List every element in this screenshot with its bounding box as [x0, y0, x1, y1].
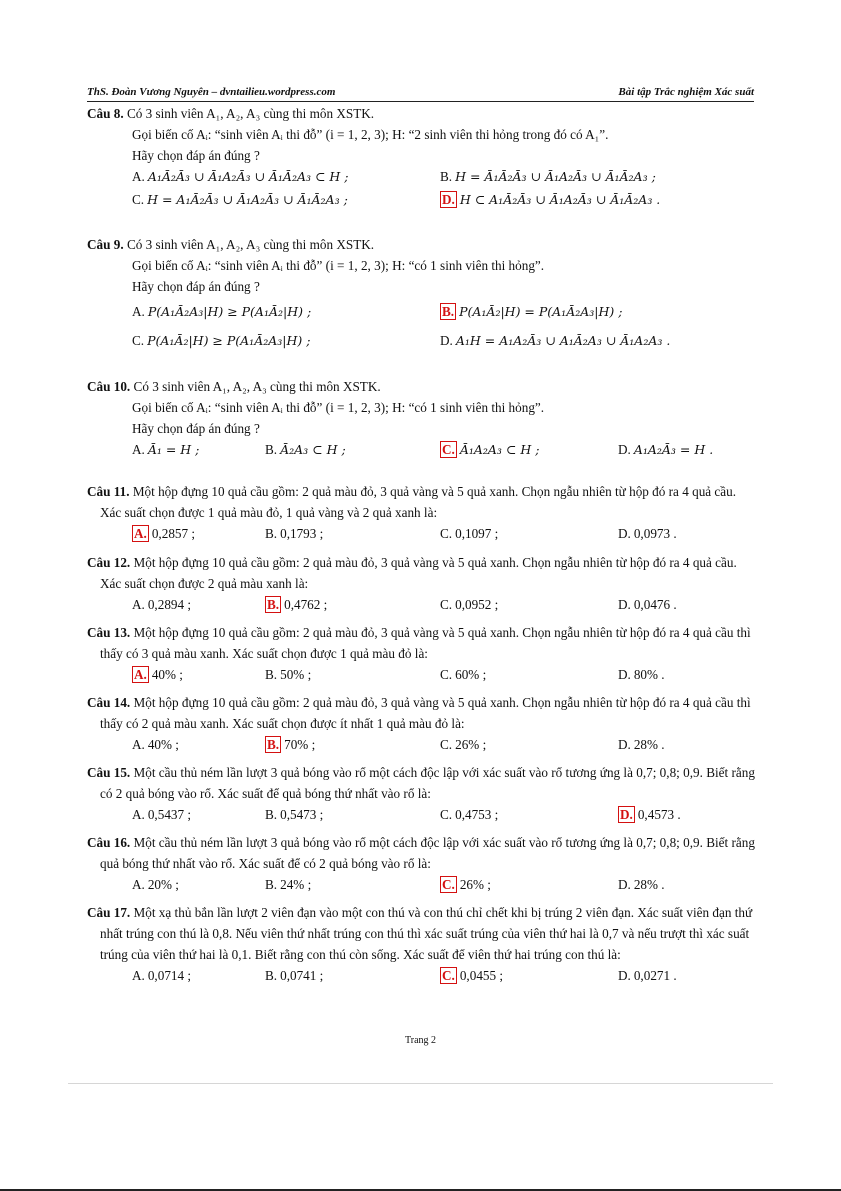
q8-options-row1 — [87, 166, 757, 189]
q16-stem — [87, 832, 757, 874]
q13-option-b-text: 50% ; — [280, 667, 312, 682]
question-17 — [87, 902, 757, 986]
q11-answer-mark: A. — [134, 526, 147, 541]
q13-stem — [87, 622, 757, 664]
q14-option-a-text: 40% ; — [147, 737, 179, 752]
q16-option-b-text: 24% ; — [280, 877, 312, 892]
q10-option-c-text: Ā₁A₂A₃ ⊂ H ; — [459, 442, 540, 457]
q17-option-a-text: 0,0714 ; — [147, 968, 192, 983]
q11-option-d-text: 0,0973 . — [633, 526, 677, 541]
q9-option-c-text: P(A₁Ā₂|H) ≥ P(A₁Ā₂A₃|H) ; — [147, 333, 311, 348]
q12-options — [87, 594, 757, 615]
q16-option-a[interactable]: A. 20% ; — [132, 877, 179, 892]
q10-option-b-text: Ā₂A₃ ⊂ H ; — [280, 442, 346, 457]
q15-answer-mark: D. — [620, 807, 633, 822]
q14-number: Câu 14. — [87, 695, 131, 710]
q11-number: Câu 11. — [87, 484, 130, 499]
q9-option-a[interactable]: A. P(A₁Ā₂A₃|H) ≥ P(A₁Ā₂|H) ; — [132, 304, 312, 319]
q9-stem — [87, 234, 757, 255]
header-author: ThS. Đoàn Vương Nguyên – dvntailieu.wordpress.com — [87, 86, 336, 98]
q16-option-c[interactable] — [440, 874, 491, 895]
q8-option-b[interactable]: B. H = Ā₁Ā₂Ā₃ ∪ Ā₁A₂Ā₃ ∪ Ā₁Ā₂A₃ ; — [440, 169, 656, 184]
q16-number: Câu 16. — [87, 835, 131, 850]
q14-answer-mark: B. — [267, 737, 280, 752]
q15-option-a[interactable]: A. 0,5437 ; — [132, 807, 192, 822]
q17-number: Câu 17. — [87, 905, 131, 920]
q8-option-b-text: H = Ā₁Ā₂Ā₃ ∪ Ā₁A₂Ā₃ ∪ Ā₁Ā₂A₃ ; — [455, 169, 656, 184]
q9-options-row2 — [87, 326, 757, 355]
q13-option-a[interactable] — [132, 664, 183, 685]
question-16 — [87, 832, 757, 895]
q17-answer-mark: C. — [442, 968, 455, 983]
q10-option-d[interactable]: D. A₁A₂Ā₃ = H . — [618, 442, 714, 457]
q8-option-a[interactable]: A. A₁Ā₂Ā₃ ∪ Ā₁A₂Ā₃ ∪ Ā₁Ā₂A₃ ⊂ H ; — [132, 169, 349, 184]
q12-option-b-text: 0,4762 ; — [284, 597, 328, 612]
q14-option-b[interactable] — [265, 734, 315, 755]
q15-option-b[interactable]: B. 0,5473 ; — [265, 807, 324, 822]
q12-option-d-text: 0,0476 . — [633, 597, 677, 612]
q17-option-b[interactable]: B. 0,0741 ; — [265, 968, 324, 983]
q14-option-b-text: 70% ; — [284, 737, 316, 752]
q13-options — [87, 664, 757, 685]
q10-option-a-text: Ā₁ = H ; — [147, 442, 200, 457]
q8-answer-mark: D. — [442, 192, 455, 207]
q16-option-d-text: 28% . — [633, 877, 665, 892]
q10-option-c[interactable] — [440, 439, 539, 460]
q11-option-c-text: 0,1097 ; — [455, 526, 499, 541]
q8-options-row2 — [87, 189, 757, 212]
q10-line3: Hãy chọn đáp án đúng ? — [132, 421, 260, 436]
header-title: Bài tập Trắc nghiệm Xác suất — [618, 86, 754, 98]
q10-option-a[interactable]: A. Ā₁ = H ; — [132, 442, 200, 457]
q16-answer-mark: C. — [442, 877, 455, 892]
q10-stem-text: Có 3 sinh viên A₁, A₂, A₃ cùng thi môn XSTK. — [133, 379, 381, 394]
q8-option-c-text: H = A₁Ā₂Ā₃ ∪ Ā₁A₂Ā₃ ∪ Ā₁Ā₂A₃ ; — [147, 192, 348, 207]
question-11 — [87, 481, 757, 544]
q12-answer-mark: B. — [267, 597, 280, 612]
q13-number: Câu 13. — [87, 625, 131, 640]
q8-option-a-text: A₁Ā₂Ā₃ ∪ Ā₁A₂Ā₃ ∪ Ā₁Ā₂A₃ ⊂ H ; — [147, 169, 349, 184]
q11-option-d[interactable]: D. 0,0973 . — [618, 526, 677, 541]
question-10 — [87, 376, 757, 462]
q13-option-b[interactable]: B. 50% ; — [265, 667, 312, 682]
q17-options — [87, 965, 757, 986]
q15-stem — [87, 762, 757, 804]
q11-options — [87, 523, 757, 544]
q14-option-c-text: 26% ; — [455, 737, 487, 752]
q10-option-b[interactable]: B. Ā₂A₃ ⊂ H ; — [265, 442, 346, 457]
q12-option-d[interactable]: D. 0,0476 . — [618, 597, 677, 612]
q16-option-b[interactable]: B. 24% ; — [265, 877, 312, 892]
q13-option-d-text: 80% . — [633, 667, 665, 682]
q15-stem-text: Một cầu thủ ném lần lượt 3 quả bóng vào rổ một cách độc lập với xác suất vào rổ tương ứng là 0,7; 0,8; 0,9. Biết rằng có 2 quả bóng vào rổ. Xác suất để quả bóng thứ nhất vào rổ là: — [100, 765, 755, 801]
q15-option-d[interactable] — [618, 804, 681, 825]
q14-option-a[interactable]: A. 40% ; — [132, 737, 179, 752]
q8-option-d[interactable] — [440, 189, 660, 210]
q10-answer-mark: C. — [442, 442, 455, 457]
q13-option-c[interactable]: C. 60% ; — [440, 667, 487, 682]
q13-stem-text: Một hộp đựng 10 quả cầu gồm: 2 quả màu đỏ, 3 quả vàng và 5 quả xanh. Chọn ngẫu nhiên từ hộp đó ra 4 quả cầu thì thấy có 3 quả màu xanh. Xác suất chọn được 1 quả màu đỏ là: — [100, 625, 751, 661]
q8-option-d-text: H ⊂ A₁Ā₂Ā₃ ∪ Ā₁A₂Ā₃ ∪ Ā₁Ā₂A₃ . — [459, 192, 661, 207]
q11-option-a-text: 0,2857 ; — [151, 526, 196, 541]
q12-stem — [87, 552, 757, 594]
q9-answer-mark: B. — [442, 304, 455, 319]
q9-option-c[interactable]: C. P(A₁Ā₂|H) ≥ P(A₁Ā₂A₃|H) ; — [132, 333, 311, 348]
q8-stem — [87, 103, 757, 124]
q17-stem — [87, 902, 757, 965]
q9-options-row1 — [87, 297, 757, 326]
q15-option-c[interactable]: C. 0,4753 ; — [440, 807, 499, 822]
q12-option-c[interactable]: C. 0,0952 ; — [440, 597, 499, 612]
q9-line3: Hãy chọn đáp án đúng ? — [132, 279, 260, 294]
q11-option-b-text: 0,1793 ; — [280, 526, 324, 541]
q12-option-b[interactable] — [265, 594, 327, 615]
q10-stem — [87, 376, 757, 397]
q8-option-c[interactable]: C. H = A₁Ā₂Ā₃ ∪ Ā₁A₂Ā₃ ∪ Ā₁Ā₂A₃ ; — [132, 192, 348, 207]
q9-option-b-text: P(A₁Ā₂|H) = P(A₁Ā₂A₃|H) ; — [459, 304, 623, 319]
q10-line2: Gọi biến cố Aᵢ: “sinh viên Aᵢ thi đỗ” (i = 1, 2, 3); H: “có 1 sinh viên thi hỏng”. — [132, 400, 545, 415]
q16-stem-text: Một cầu thủ ném lần lượt 3 quả bóng vào rổ một cách độc lập với xác suất vào rổ tương ứng là 0,7; 0,8; 0,9. Biết rằng quả bóng thứ nhất vào rổ. Xác suất để có 2 quả bóng vào rổ là: — [100, 835, 755, 871]
question-12 — [87, 552, 757, 615]
question-15 — [87, 762, 757, 825]
q11-stem — [87, 481, 757, 523]
q9-number: Câu 9. — [87, 237, 124, 252]
q13-option-c-text: 60% ; — [455, 667, 487, 682]
q11-option-a[interactable] — [132, 523, 195, 544]
q12-stem-text: Một hộp đựng 10 quả cầu gồm: 2 quả màu đỏ, 3 quả vàng và 5 quả xanh. Chọn ngẫu nhiên từ hộp đó ra 4 quả cầu. Xác suất chọn được 2 quả màu xanh là: — [100, 555, 737, 591]
q12-number: Câu 12. — [87, 555, 131, 570]
q12-option-c-text: 0,0952 ; — [455, 597, 499, 612]
q15-option-c-text: 0,4753 ; — [455, 807, 499, 822]
q17-stem-text: Một xạ thủ bắn lần lượt 2 viên đạn vào một con thú và con thú chỉ chết khi bị trúng 2 viên đạn. Xác suất viên đạn thứ nhất trúng con thú là 0,8. Nếu viên thứ nhất trúng con thú thì xác suất trúng của viên thứ hai là 0,7 và nếu trượt thì xác suất trúng của viên thứ hai là 0,1. Biết rằng con thú còn sống. Xác suất để viên thứ hai trúng con thú là: — [100, 905, 753, 962]
question-9 — [87, 234, 757, 355]
q11-option-c[interactable]: C. 0,1097 ; — [440, 526, 499, 541]
q14-option-c[interactable]: C. 26% ; — [440, 737, 487, 752]
q17-option-c-text: 0,0455 ; — [459, 968, 504, 983]
q11-stem-text: Một hộp đựng 10 quả cầu gồm: 2 quả màu đỏ, 3 quả vàng và 5 quả xanh. Chọn ngẫu nhiên từ hộp đó ra 4 quả cầu. Xác suất chọn được 1 quả màu đỏ, 1 quả vàng và 2 quả xanh là: — [100, 484, 737, 520]
q8-stem-text: Có 3 sinh viên A₁, A₂, A₃ cùng thi môn XSTK. — [126, 106, 375, 121]
page-number: Trang 2 — [404, 1035, 437, 1046]
q12-option-a-text: 0,2894 ; — [147, 597, 192, 612]
q9-option-b[interactable] — [440, 301, 622, 322]
q17-option-a[interactable]: A. 0,0714 ; — [132, 968, 192, 983]
q16-option-d[interactable]: D. 28% . — [618, 877, 665, 892]
q14-option-d-text: 28% . — [633, 737, 665, 752]
q17-option-d[interactable]: D. 0,0271 . — [618, 968, 677, 983]
q16-option-c-text: 26% ; — [459, 877, 491, 892]
q9-line2: Gọi biến cố Aᵢ: “sinh viên Aᵢ thi đỗ” (i = 1, 2, 3); H: “có 1 sinh viên thi hỏng”. — [132, 258, 545, 273]
q14-stem — [87, 692, 757, 734]
q16-option-a-text: 20% ; — [147, 877, 179, 892]
q14-options — [87, 734, 757, 755]
q13-answer-mark: A. — [134, 667, 147, 682]
q13-option-d[interactable]: D. 80% . — [618, 667, 665, 682]
footer-rule — [68, 1083, 773, 1084]
q14-stem-text: Một hộp đựng 10 quả cầu gồm: 2 quả màu đỏ, 3 quả vàng và 5 quả xanh. Chọn ngẫu nhiên từ hộp đó ra 4 quả cầu thì thấy có 2 quả màu xanh. Xác suất chọn được ít nhất 1 quả màu đỏ là: — [100, 695, 751, 731]
q15-number: Câu 15. — [87, 765, 131, 780]
q9-option-d[interactable]: D. A₁H = A₁A₂Ā₃ ∪ A₁Ā₂A₃ ∪ Ā₁A₂A₃ . — [440, 333, 671, 348]
q17-option-b-text: 0,0741 ; — [280, 968, 324, 983]
header-rule — [87, 101, 754, 102]
q8-line3: Hãy chọn đáp án đúng ? — [132, 148, 260, 163]
q17-option-c[interactable] — [440, 965, 503, 986]
q15-options — [87, 804, 757, 825]
q8-number: Câu 8. — [87, 106, 124, 121]
q9-stem-text: Có 3 sinh viên A₁, A₂, A₃ cùng thi môn XSTK. — [126, 237, 375, 252]
q16-options — [87, 874, 757, 895]
q15-option-a-text: 0,5437 ; — [147, 807, 192, 822]
q13-option-a-text: 40% ; — [151, 667, 183, 682]
q9-option-d-text: A₁H = A₁A₂Ā₃ ∪ A₁Ā₂A₃ ∪ Ā₁A₂A₃ . — [455, 333, 671, 348]
q15-option-b-text: 0,5473 ; — [280, 807, 324, 822]
q10-number: Câu 10. — [87, 379, 131, 394]
q9-option-a-text: P(A₁Ā₂A₃|H) ≥ P(A₁Ā₂|H) ; — [147, 304, 312, 319]
q11-option-b[interactable]: B. 0,1793 ; — [265, 526, 324, 541]
q14-option-d[interactable]: D. 28% . — [618, 737, 665, 752]
q10-options — [87, 439, 757, 462]
q12-option-a[interactable]: A. 0,2894 ; — [132, 597, 192, 612]
question-14 — [87, 692, 757, 755]
q15-option-d-text: 0,4573 . — [637, 807, 681, 822]
q17-option-d-text: 0,0271 . — [633, 968, 677, 983]
question-13 — [87, 622, 757, 685]
q10-option-d-text: A₁A₂Ā₃ = H . — [633, 442, 714, 457]
question-8 — [87, 103, 757, 212]
q8-line2: Gọi biến cố Aᵢ: “sinh viên Aᵢ thi đỗ” (i = 1, 2, 3); H: “2 sinh viên thi hỏng trong đó có A₁”. — [132, 127, 609, 142]
